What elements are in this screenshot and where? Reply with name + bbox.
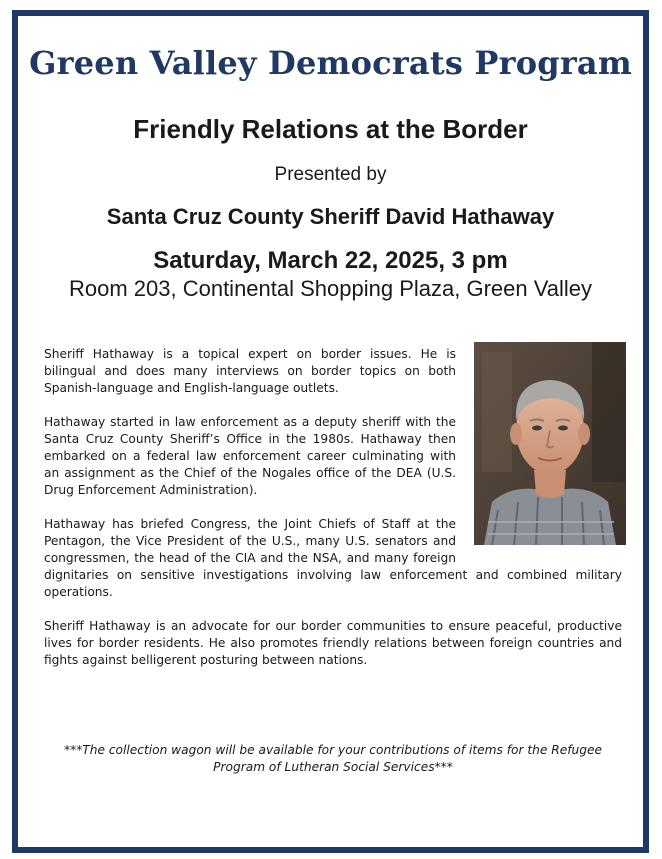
- speaker-name: Santa Cruz County Sheriff David Hathaway: [106, 204, 555, 229]
- paragraph-2: Hathaway started in law enforcement as a deputy sheriff with the Santa Cruz County Sheriff’s Office in the 1980s. Hathaway then embarked on a federal law enforcement career culminating with an assignment as the Chief of the Nogales office of the DEA (U.S. Drug Enforcement Administration).: [44, 415, 456, 497]
- paragraph-3: Hathaway has briefed Congress, the Joint Chiefs of Staff at the Pentagon, the Vice President of the U.S., many U.S. senators and congressmen, the head of the CIA and the NSA, and many foreign dignitaries on sensitive investigations involving law enforcement and combined military operations.: [44, 517, 622, 599]
- event-location: Room 203, Continental Shopping Plaza, Green Valley: [68, 276, 593, 301]
- portrait-illustration: [474, 342, 626, 545]
- event-date-time: Saturday, March 22, 2025, 3 pm: [153, 247, 508, 274]
- paragraph-4: Sheriff Hathaway is an advocate for our border communities to ensure peaceful, productive lives for border residents. He also promotes friendly relations between foreign countries and fights against belligerent posturing between nations.: [44, 619, 622, 667]
- paragraph-1: Sheriff Hathaway is a topical expert on border issues. He is bilingual and does many interviews on border topics on both Spanish-language and English-language outlets.: [44, 347, 456, 395]
- flyer: [18, 16, 643, 847]
- footer-note: ***The collection wagon will be available for your contributions of items for the Refugee Program of Lutheran Social Services***: [64, 743, 602, 774]
- org-title: Green Valley Democrats Program: [29, 44, 632, 82]
- presented-by: Presented by: [274, 164, 387, 185]
- portrait-photo-icon: [474, 342, 626, 545]
- event-title: Friendly Relations at the Border: [133, 114, 528, 144]
- page-border: [12, 10, 649, 853]
